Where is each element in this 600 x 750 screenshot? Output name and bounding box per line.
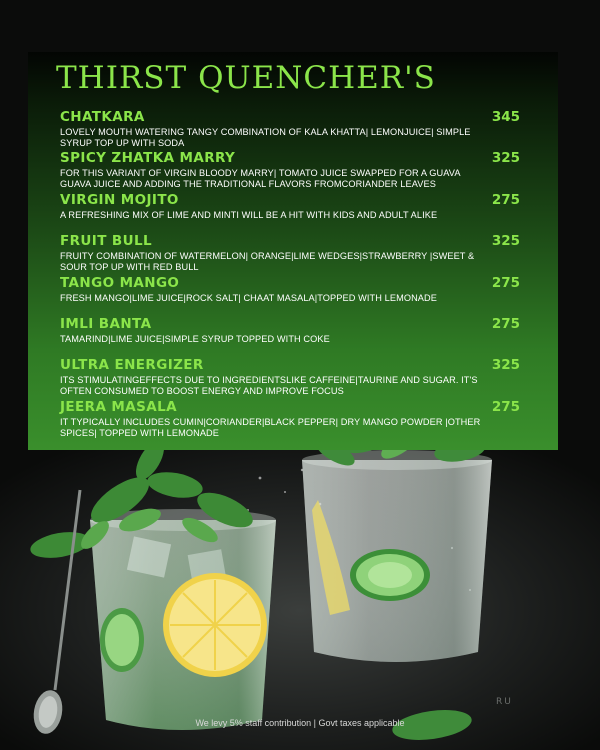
item-description: A REFRESHING MIX OF LIME AND MINTI WILL BE A HIT WITH KIDS AND ADULT ALIKE	[60, 210, 438, 220]
menu-item-chatkara	[60, 109, 526, 148]
item-price: 325	[491, 233, 520, 249]
right-glass	[302, 440, 492, 662]
item-description: FOR THIS VARIANT OF VIRGIN BLOODY MARRY| TOMATO JUICE SWAPPED FOR A GUAVA GUAVA JUICE AND ADDING THE TRADITIONAL FLAVORS FROMCORIANDER LEAVES	[60, 168, 461, 189]
item-name: IMLI BANTA	[60, 316, 152, 332]
item-name: SPICY ZHATKA MARRY	[60, 150, 236, 166]
item-description: IT TYPICALLY INCLUDES CUMIN|CORIANDER|BLACK PEPPER| DRY MANGO POWDER |OTHER SPICES| TOPPED WITH LEMONADE	[60, 417, 481, 438]
item-price: 275	[491, 192, 520, 208]
item-price: 325	[491, 150, 520, 166]
watermark-text: RU	[496, 697, 513, 707]
item-description: TAMARIND|LIME JUICE|SIMPLE SYRUP TOPPED WITH COKE	[60, 334, 330, 344]
item-description: FRESH MANGO|LIME JUICE|ROCK SALT| CHAAT MASALA|TOPPED WITH LEMONADE	[60, 293, 437, 303]
item-price: 345	[491, 109, 520, 125]
item-price: 325	[491, 357, 520, 373]
menu-item-tango-mango	[60, 275, 526, 304]
menu-item-virgin-mojito	[60, 192, 526, 221]
menu-title: THIRST QUENCHER'S	[56, 60, 436, 96]
item-description: FRUITY COMBINATION OF WATERMELON| ORANGE|LIME WEDGES|STRAWBERRY |SWEET & SOUR TOP UP WITH RED BULL	[60, 251, 475, 272]
menu-item-jeera-masala	[60, 399, 526, 438]
menu-item-fruit-bull	[60, 233, 526, 272]
item-description: LOVELY MOUTH WATERING TANGY COMBINATION OF KALA KHATTA| LEMONJUICE| SIMPLE SYRUP TOP UP WITH SODA	[60, 127, 471, 148]
item-name: ULTRA ENERGIZER	[60, 357, 204, 373]
footer-note: We levy 5% staff contribution | Govt taxes applicable	[195, 718, 405, 728]
item-name: TANGO MANGO	[60, 275, 180, 291]
menu-item-ultra-energizer	[60, 357, 526, 396]
menu-item-imli-banta	[60, 316, 526, 345]
menu-item-spicy-zhatka-marry	[60, 150, 526, 189]
item-name: CHATKARA	[60, 109, 145, 125]
item-price: 275	[491, 399, 520, 415]
item-name: FRUIT BULL	[60, 233, 152, 249]
item-price: 275	[491, 316, 520, 332]
item-name: VIRGIN MOJITO	[60, 192, 179, 208]
item-name: JEERA MASALA	[60, 399, 177, 415]
item-description: ITS STIMULATINGEFFECTS DUE TO INGREDIENTSLIKE CAFFEINE|TAURINE AND SUGAR. IT'S OFTEN CONSUMED TO BOOST ENERGY AND IMPROVE FOCUS	[60, 375, 478, 396]
item-price: 275	[491, 275, 520, 291]
